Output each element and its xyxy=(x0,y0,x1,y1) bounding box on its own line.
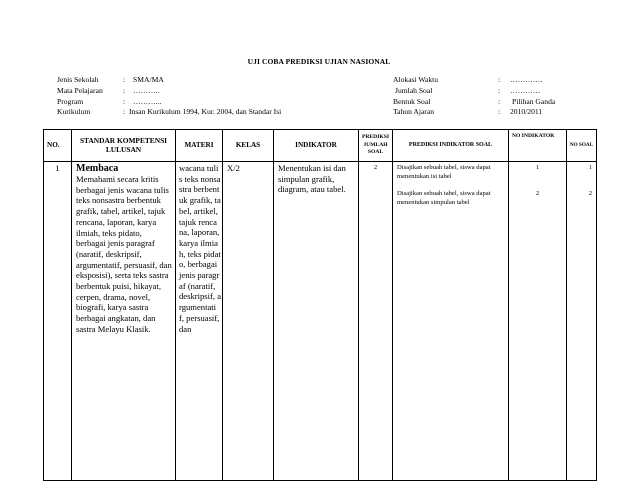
meta-colon: : xyxy=(123,85,126,95)
meta-row-kurikulum xyxy=(57,107,387,118)
meta-label: Mata Pelajaran xyxy=(57,85,103,95)
header-standar-kompetensi: STANDAR KOMPETENSI LULUSAN xyxy=(72,130,176,162)
standar-text: Memahami secara kritis berbagai jenis wacana tulis teks nonsastra berbentuk grafik, tabel, artikel, tajuk rencana, laporan, karya ilmiah, teks pidato, berbagai jenis paragraf (naratif, deskripsif, argumentatif, persuasif, dan eksposisi), serta teks sastra berbentuk puisi, hikayat, cerpen, drama, novel, biografi, karya sastra berbagai angkatan, dan sastra Melayu Klasik. xyxy=(76,174,172,334)
no-indikator-value: 1 xyxy=(535,164,540,171)
meta-label: Tahun Ajaran xyxy=(393,107,435,117)
cell-prediksi-jumlah-soal: 2 xyxy=(359,162,393,481)
no-soal-value: 2 xyxy=(588,190,592,197)
meta-value: Insan Kurikulum 1994, Kur. 2004, dan Standar Isi xyxy=(129,107,282,117)
meta-value: 2010/2011 xyxy=(510,107,543,117)
meta-colon: : xyxy=(123,107,126,117)
meta-row-program xyxy=(57,97,387,108)
meta-value: ………... xyxy=(133,96,162,106)
header-prediksi-indikator-soal: PREDIKSI INDIKATOR SOAL xyxy=(393,130,509,162)
page-title: UJI COBA PREDIKSI UJIAN NASIONAL xyxy=(247,57,391,66)
meta-row-bentuk-soal xyxy=(393,97,593,108)
meta-label: Program xyxy=(57,96,84,106)
cell-materi: wacana tulis teks nonsastra berbentuk grafik, tabel, artikel, tajuk rencana, laporan, karya ilmiah, teks pidato, berbagai jenis paragraf (naratif, deskripsif, argumentatif, persuasif, dan xyxy=(176,162,223,481)
meta-label: Bentuk Soal xyxy=(393,96,431,106)
meta-label: Jumlah Soal xyxy=(395,85,433,95)
table-header-row xyxy=(44,130,597,162)
meta-row-jumlah-soal xyxy=(393,86,593,97)
prediction-table xyxy=(43,129,597,481)
meta-value: ……….. xyxy=(133,85,160,95)
meta-label: Jenis Sekolah xyxy=(57,75,99,84)
no-indikator-value: 2 xyxy=(535,190,540,197)
meta-colon: : xyxy=(498,96,501,106)
cell-kelas: X/2 xyxy=(223,162,274,481)
header-no-indikator: NO INDIKATOR xyxy=(509,130,567,162)
meta-colon: : xyxy=(123,96,126,106)
prediksi-indikator-item: Disajikan sebuah tabel, siswa dapat menentukan simpulan tabel xyxy=(397,190,491,206)
cell-indikator: Menentukan isi dan simpulan grafik, diagram, atau tabel. xyxy=(274,162,359,481)
meta-colon: : xyxy=(498,85,501,95)
header-no: NO. xyxy=(44,130,72,162)
cell-standar-kompetensi xyxy=(72,162,176,481)
meta-left xyxy=(57,75,387,118)
meta-label: Kurikulum xyxy=(57,107,91,117)
cell-no-soal xyxy=(567,162,597,481)
cell-prediksi-indikator-soal xyxy=(393,162,509,481)
header-kelas: KELAS xyxy=(223,130,274,162)
header-no-soal: NO SOAL xyxy=(567,130,597,162)
meta-value: ………… xyxy=(510,85,541,95)
header-prediksi-jumlah-soal: PREDIKSI JUMLAH SOAL xyxy=(359,130,393,162)
meta-colon: : xyxy=(498,107,501,117)
meta-row-alokasi-waktu xyxy=(393,75,593,86)
meta-value: …………. xyxy=(510,75,543,84)
meta-value: Pilihan Ganda xyxy=(512,96,556,106)
table-row xyxy=(44,162,597,481)
cell-no-indikator xyxy=(509,162,567,481)
meta-right xyxy=(393,75,593,118)
meta-colon: : xyxy=(498,75,501,84)
meta-colon: : xyxy=(123,75,126,84)
meta-row-jenis-sekolah xyxy=(57,75,387,86)
meta-row-mata-pelajaran xyxy=(57,86,387,97)
cell-no: 1 xyxy=(44,162,72,481)
prediksi-indikator-item: Disajikan sebuah tabel, siswa dapat menentukan isi tabel xyxy=(397,164,491,180)
meta-row-tahun-ajaran xyxy=(393,107,593,118)
meta-label: Alokasi Waktu xyxy=(393,75,439,84)
standar-heading: Membaca xyxy=(76,163,119,174)
no-soal-value: 1 xyxy=(588,164,592,171)
header-materi: MATERI xyxy=(176,130,223,162)
meta-value: SMA/MA xyxy=(133,75,164,84)
header-indikator: INDIKATOR xyxy=(274,130,359,162)
